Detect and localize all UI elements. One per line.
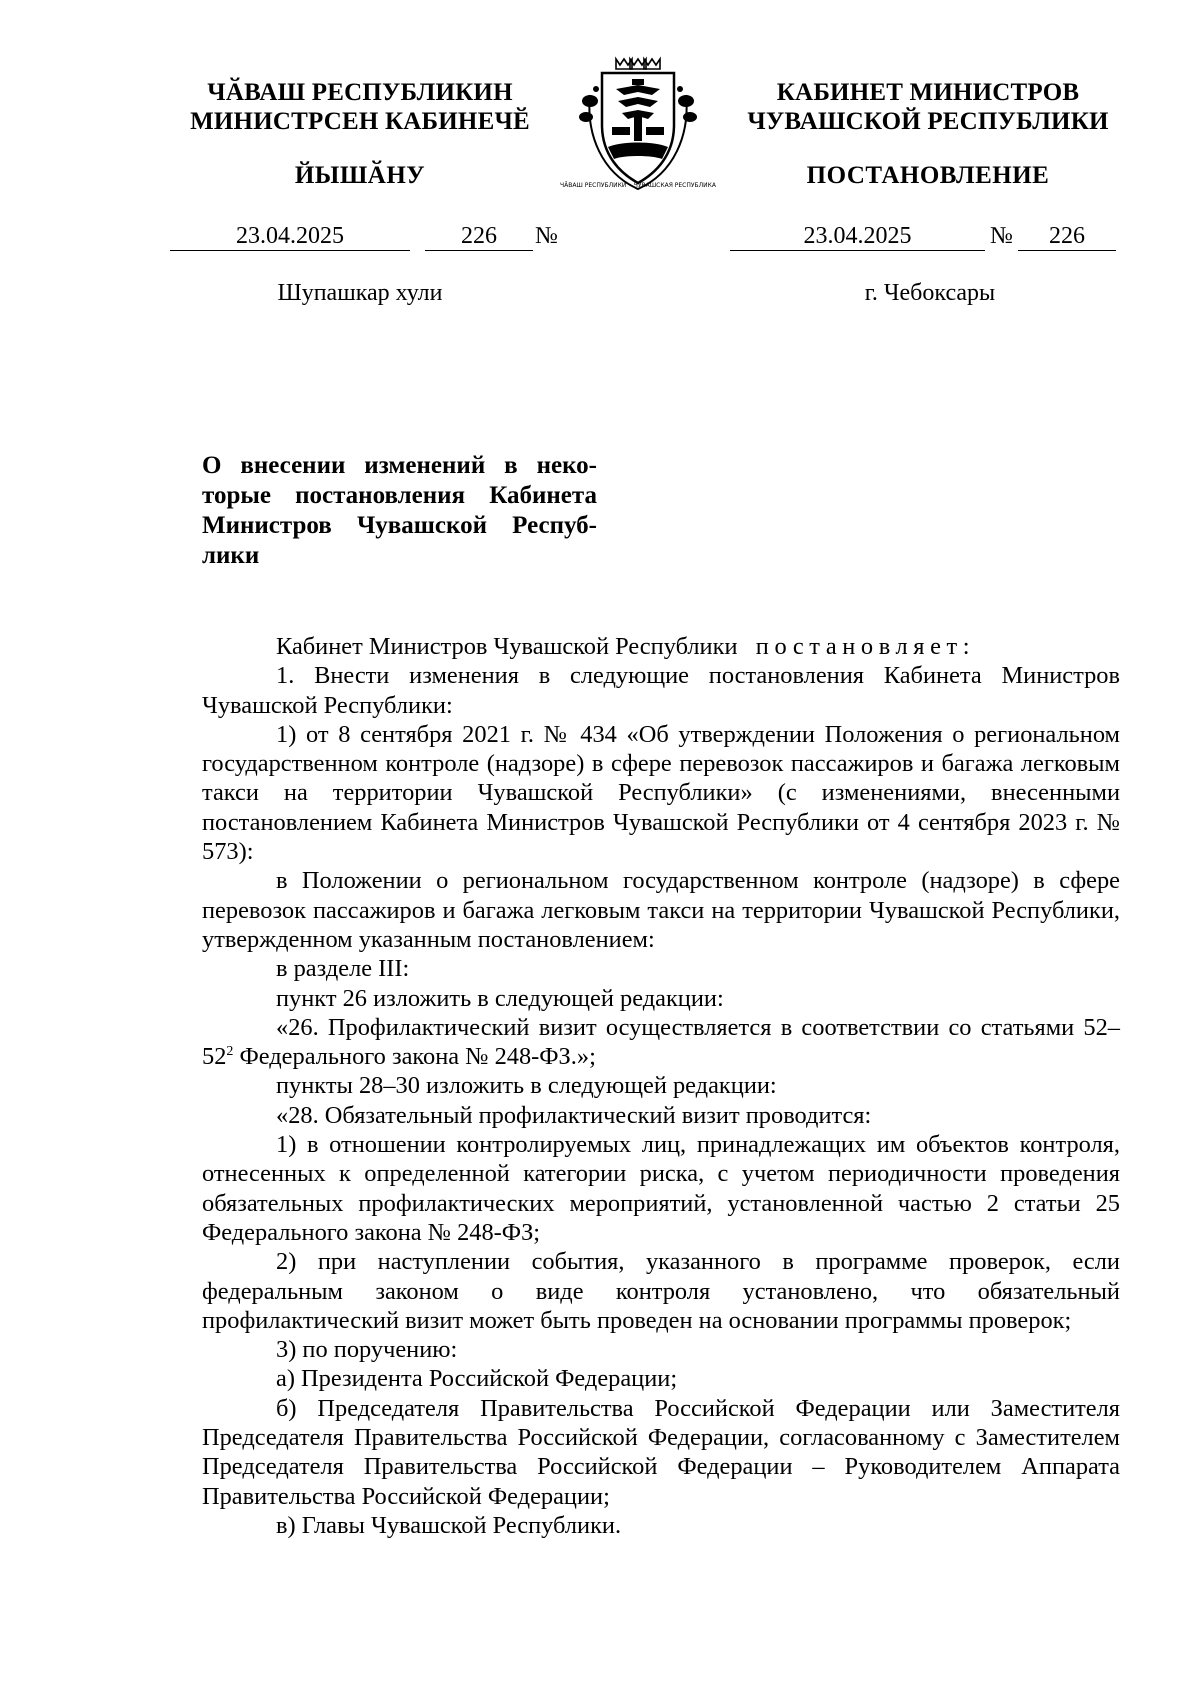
title-line: О внесении изменений в неко- xyxy=(202,452,597,479)
body-paragraph: в Положении о региональном государственном контроле (надзоре) в сфере перевозок пассажиров и багажа легковым такси на территории Чувашской Республики, утвержденном указанным постановлением: xyxy=(202,867,1120,953)
left-header-line2: МИНИСТРСЕН КАБИНЕЧӖ xyxy=(190,108,530,135)
svg-text:ЧӐВАШ РЕСПУБЛИКИ • ЧУВАШСКАЯ Р: ЧӐВАШ РЕСПУБЛИКИ • ЧУВАШСКАЯ РЕСПУБЛИКА xyxy=(559,182,717,189)
right-number-sign: № xyxy=(990,223,1013,249)
right-header-line2: ЧУВАШСКОЙ РЕСПУБЛИКИ xyxy=(747,108,1109,135)
body-paragraph: пункт 26 изложить в следующей редакции: xyxy=(276,984,724,1012)
document-title xyxy=(202,451,597,571)
body-paragraph: 1) в отношении контролируемых лиц, принадлежащих им объектов контроля, отнесенных к определенной категории риска, с учетом периодичности проведения обязательных профилактических мероприятий, установленной частью 2 статьи 25 Федерального закона № 248-ФЗ; xyxy=(202,1131,1120,1246)
body-paragraph: 1. Внести изменения в следующие постановления Кабинета Министров Чувашской Республики: xyxy=(202,662,1120,719)
right-doc-type: ПОСТАНОВЛЕНИЕ xyxy=(806,162,1050,189)
left-header xyxy=(160,78,560,136)
body-paragraph: 3) по поручению: xyxy=(276,1336,458,1364)
left-number-sign: № xyxy=(535,223,558,249)
left-doc-type: ЙЫШӐНУ xyxy=(294,162,426,189)
right-number-field: 226 xyxy=(1018,222,1116,251)
document-body xyxy=(202,632,1120,1540)
text-run: «26. Профилактический визит осуществляется в соответствии со статьями 52–52 xyxy=(202,1013,1120,1071)
left-number-field: 226 xyxy=(425,222,533,251)
decree-verb: постановляет: xyxy=(755,633,976,660)
body-paragraph: пункты 28–30 изложить в следующей редакции: xyxy=(276,1072,777,1100)
right-city: г. Чебоксары xyxy=(864,280,996,306)
body-paragraph: 1) от 8 сентября 2021 г. № 434 «Об утверждении Положения о региональном государственном контроле (надзоре) в сфере перевозок пассажиров и багажа легковым такси на территории Чувашской Республики» (с изменениями, внесенными постановлением Кабинета Министров Чувашской Республики от 4 сентября 2023 г. № 573): xyxy=(202,720,1120,866)
left-date-field: 23.04.2025 xyxy=(170,222,410,251)
right-header xyxy=(728,78,1128,136)
body-paragraph xyxy=(202,632,1120,661)
body-paragraph xyxy=(202,1013,1120,1072)
title-line: лики xyxy=(202,542,260,569)
body-paragraph: в разделе III: xyxy=(276,955,410,983)
text-run: Федерального закона № 248-ФЗ.»; xyxy=(233,1043,596,1071)
body-paragraph: а) Президента Российской Федерации; xyxy=(276,1365,678,1393)
left-header-line1: ЧӐВАШ РЕСПУБЛИКИН xyxy=(207,79,513,106)
right-date-field: 23.04.2025 xyxy=(730,222,985,251)
body-paragraph: б) Председателя Правительства Российской Федерации или Заместителя Председателя Правительства Российской Федерации, согласованному с Заместителем Председателя Правительства Российской Федерации – Руководителем Аппарата Правительства Российской Федерации; xyxy=(202,1394,1120,1510)
body-paragraph: «28. Обязательный профилактический визит проводится: xyxy=(276,1101,872,1129)
title-line: торые постановления Кабинета xyxy=(202,482,597,509)
decree-preamble: Кабинет Министров Чувашской Республики xyxy=(276,633,738,660)
left-city: Шупашкар хули xyxy=(277,280,443,306)
body-paragraph: в) Главы Чувашской Республики. xyxy=(276,1511,622,1539)
coat-of-arms-icon xyxy=(559,55,717,193)
right-header-line1: КАБИНЕТ МИНИСТРОВ xyxy=(776,79,1080,106)
title-line: Министров Чувашской Респуб- xyxy=(202,512,597,539)
superscript: 2 xyxy=(226,1044,234,1060)
body-paragraph: 2) при наступлении события, указанного в программе проверок, если федеральным законом о виде контроля установлено, что обязательный профилактический визит может быть проведен на основании программы проверок; xyxy=(202,1248,1120,1334)
